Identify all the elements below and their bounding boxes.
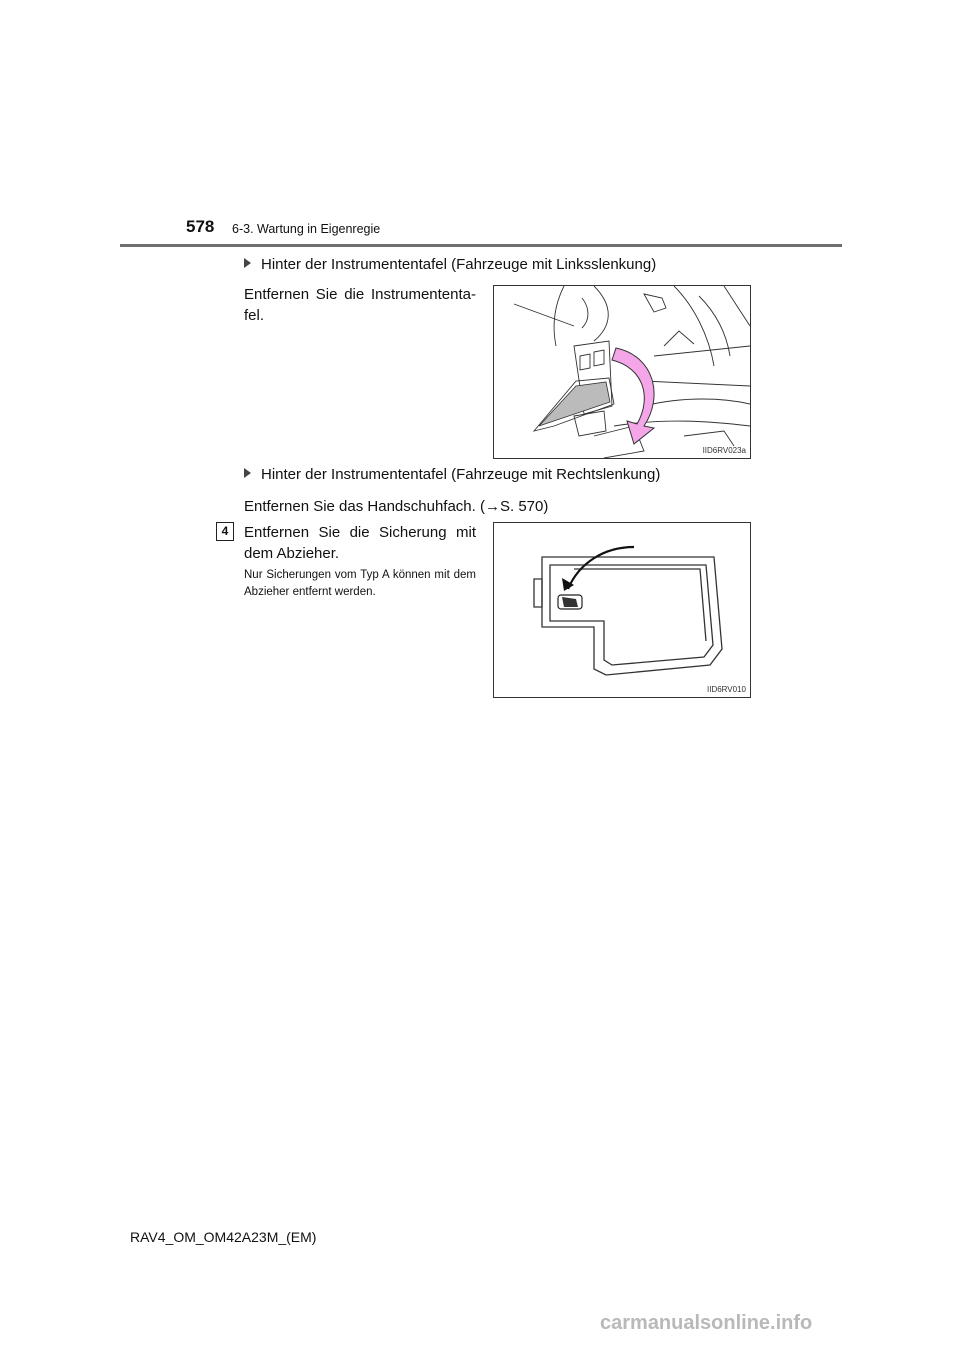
instruction-remove-fuse: Entfernen Sie die Sicherung mit dem Abzieher. xyxy=(244,524,476,562)
page-number: 578 xyxy=(186,217,215,236)
instruction-remove-glovebox: Entfernen Sie das Handschuhfach. (→S. 570) xyxy=(244,498,549,515)
figure-fuse-box xyxy=(493,522,751,698)
watermark: carmanualsonline.info xyxy=(600,1312,813,1334)
bullet-right-hand-drive xyxy=(244,466,660,483)
figure-code: IID6RV023a xyxy=(702,446,746,455)
instrument-panel-illustration xyxy=(494,286,750,458)
triangle-bullet-icon xyxy=(244,468,251,478)
header-rule xyxy=(120,244,842,247)
figure-instrument-panel xyxy=(493,285,751,459)
fuse-box-illustration xyxy=(494,523,750,697)
figure-code: IID6RV010 xyxy=(707,685,746,694)
section-title: 6-3. Wartung in Eigenregie xyxy=(232,222,381,236)
instruction-remove-panel: Entfernen Sie die Instrumententa-fel. xyxy=(244,286,476,324)
footer-doc-code: RAV4_OM_OM42A23M_(EM) xyxy=(130,1229,317,1245)
step-number-badge: 4 xyxy=(216,522,234,541)
bullet-left-hand-drive xyxy=(244,256,656,273)
bullet-text: Hinter der Instrumententafel (Fahrzeuge mit Linksslenkung) xyxy=(261,256,657,273)
note-fuse-type: Nur Sicherungen vom Typ A können mit dem Abzieher entfernt werden. xyxy=(244,569,476,598)
triangle-bullet-icon xyxy=(244,258,251,268)
bullet-text: Hinter der Instrumententafel (Fahrzeuge mit Rechtslenkung) xyxy=(261,466,661,483)
